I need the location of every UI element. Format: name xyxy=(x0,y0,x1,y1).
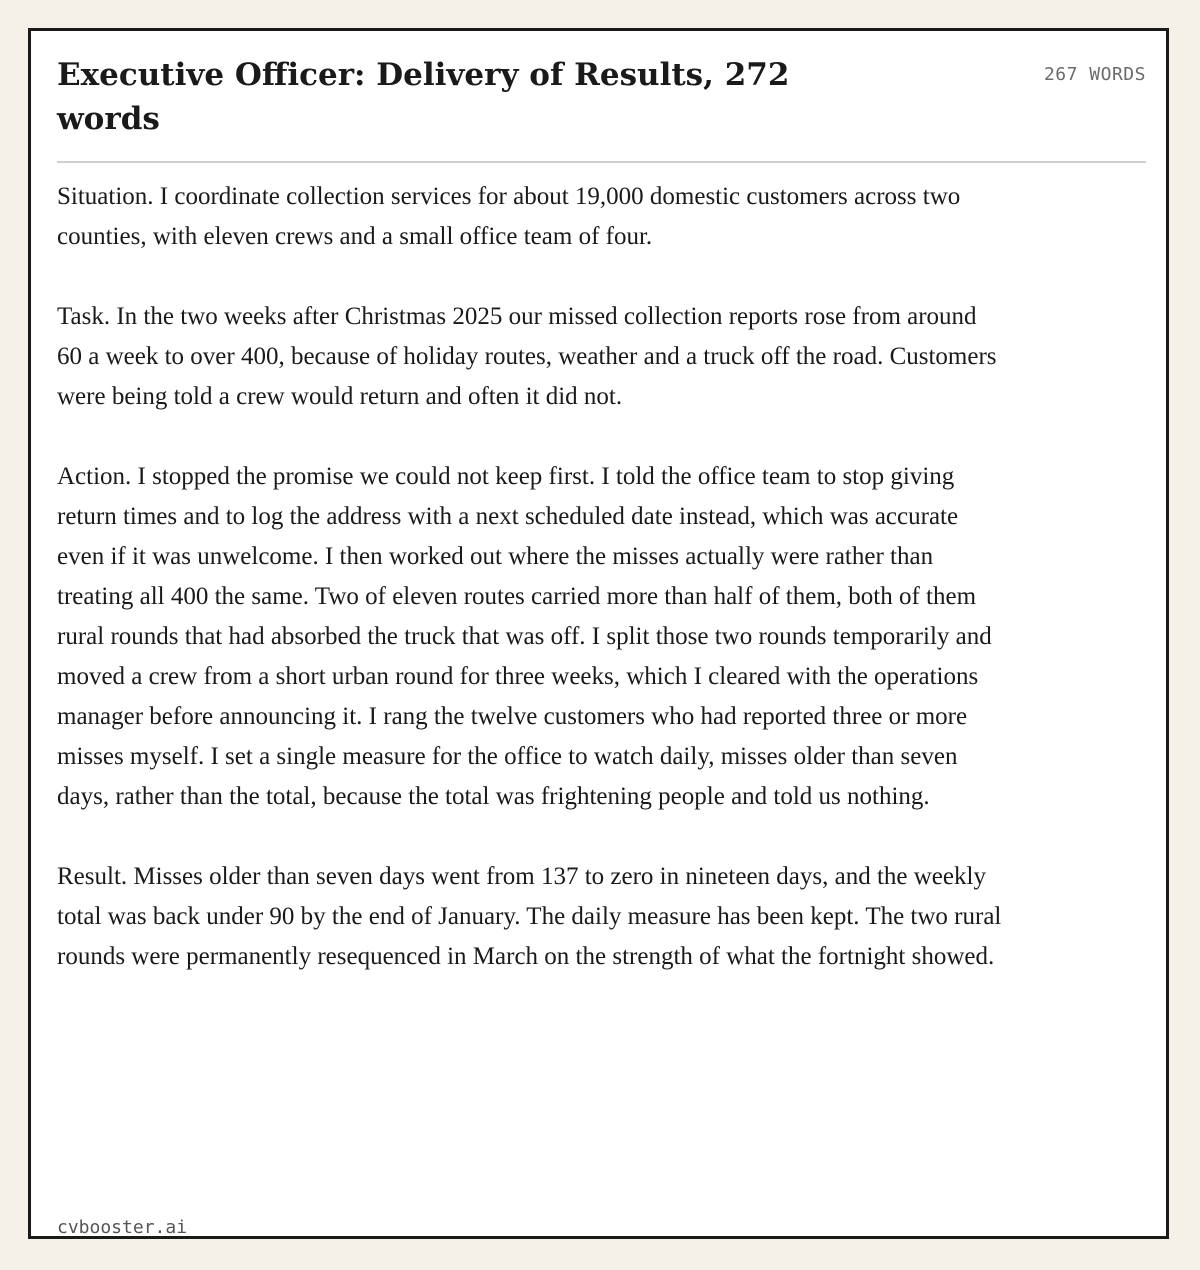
document-header xyxy=(57,53,1146,163)
paragraph-action: Action. I stopped the promise we could not keep first. I told the office team to stop giving return times and to log the address with a next scheduled date instead, which was accurate even if it was unwelcome. I then worked out where the misses actually were rather than treating all 400 the same. Two of eleven routes carried more than half of them, both of them rural rounds that had absorbed the truck that was off. I split those two rounds temporarily and moved a crew from a short urban round for three weeks, which I cleared with the operations manager before announcing it. I rang the twelve customers who had reported three or more misses myself. I set a single measure for the office to watch daily, misses older than seven days, rather than the total, because the total was frightening people and told us nothing. xyxy=(57,463,992,810)
word-count-label: 267 WORDS xyxy=(1043,64,1146,85)
paragraph-situation: Situation. I coordinate collection services for about 19,000 domestic customers across two counties, with eleven crews and a small office team of four. xyxy=(57,183,961,250)
brand-footer: cvbooster.ai xyxy=(57,1217,188,1238)
document-card xyxy=(28,28,1169,1239)
paragraph-task: Task. In the two weeks after Christmas 2025 our missed collection reports rose from around 60 a week to over 400, because of holiday routes, weather and a truck off the road. Customers were being told a crew would return and often it did not. xyxy=(57,303,997,410)
document-title: Executive Officer: Delivery of Results, 272 words xyxy=(57,57,790,137)
document-body xyxy=(57,177,1007,1017)
paragraph-result: Result. Misses older than seven days went from 137 to zero in nineteen days, and the weekly total was back under 90 by the end of January. The daily measure has been kept. The two rural rounds were permanently resequenced in March on the strength of what the fortnight showed. xyxy=(57,863,1002,970)
